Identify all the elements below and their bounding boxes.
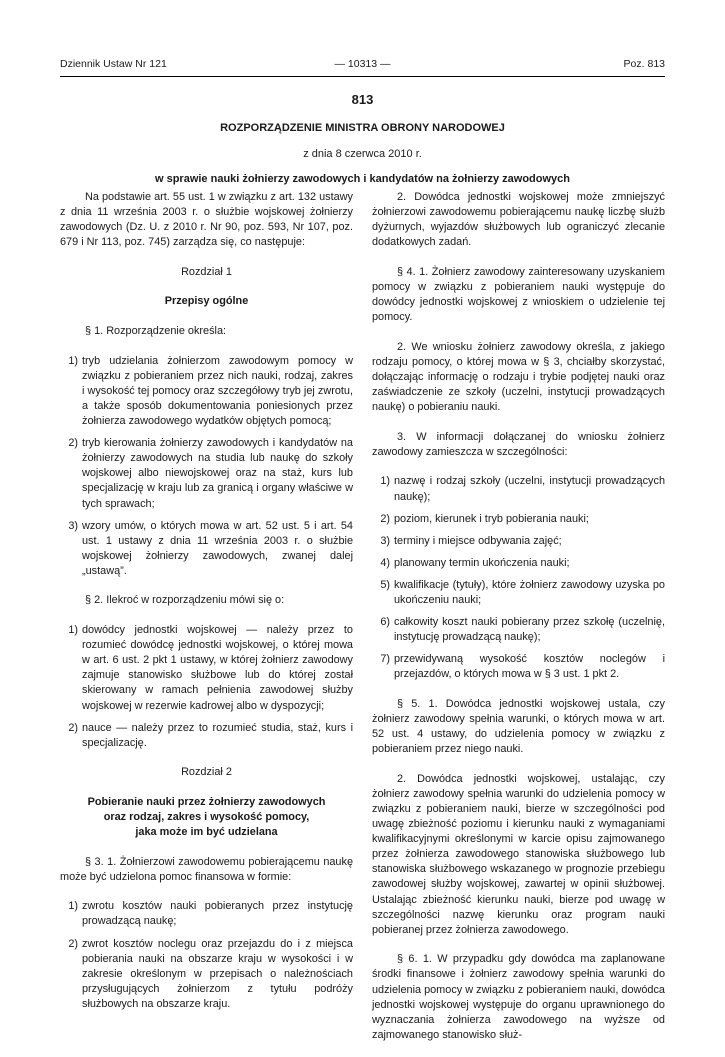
section-1-list <box>60 354 353 579</box>
chapter-1-title: Przepisy ogólne <box>164 295 249 308</box>
section-6-paragraph-1: § 6. 1. W przypadku gdy dowódca ma zaplanowane środki finansowe i żołnierz zawodowy spełnia warunki do udzielenia pomocy w związku z pobieraniem nauki, dowódca jednostki wojskowej występuje do organu uprawnionego do wyznaczania żołnierza zawodowego na wyższe od zajmowanego stanowisko służ- <box>372 953 665 1041</box>
section-2-list <box>60 623 353 751</box>
left-column <box>60 190 353 1019</box>
list-item: 5) kwalifikacje (tytuły), które żołnierz zawodowy uzyska po ukończeniu nauki; <box>380 578 665 606</box>
list-item: 7) przewidywaną wysokość kosztów noclegów i przejazdów, o których mowa w § 3 ust. 1 pkt 2. <box>380 653 665 681</box>
list-item: 6) całkowity koszt nauki pobierany przez szkołę (uczelnię, instytucję prowadzącą naukę); <box>380 616 665 644</box>
section-4-paragraph-2: 2. We wniosku żołnierz zawodowy określa, z jakiego rodzaju pomocy, o której mowa w § 3, chciałby skorzystać, dołączając informację o rodzaju i trybie podjętej nauki oraz zaświadczenie ze szkoły (uczelni, instytucji prowadzących naukę) o pobieraniu nauki. <box>372 340 665 414</box>
page-number: — 10313 — <box>334 58 391 70</box>
list-item: 2) nauce — należy przez to rozumieć studia, staż, kurs i specjalizację. <box>68 721 353 749</box>
section-2-intro: § 2. Ilekroć w rozporządzeniu mówi się o: <box>85 594 285 607</box>
preamble: Na podstawie art. 55 ust. 1 w związku z art. 132 ustawy z dnia 11 września 2003 r. o służbie wojskowej żołnierzy zawodowych (Dz. U. z 2010 r. Nr 90, poz. 593, Nr 107, poz. 679 i Nr 113, poz. 745) zarządza się, co następuje: <box>60 191 353 249</box>
section-1-intro: § 1. Rozporządzenie określa: <box>85 325 227 338</box>
section-4-list <box>372 474 665 682</box>
list-item: 2) zwrot kosztów noclegu oraz przejazdu do i z miejsca pobierania nauki na obszarze kraju w wysokości i w zakresie określonym w przepisach o należnościach przysługujących żołnierzom z tytułu podróży służbowych na obszarze kraju. <box>68 937 353 1010</box>
section-4-paragraph-1: § 4. 1. Żołnierz zawodowy zainteresowany uzyskaniem pomocy w związku z pobieraniem nauki występuje do dowódcy jednostki wojskowej z wnioskiem o udzielenie tej pomocy. <box>372 265 665 324</box>
list-item: 3) terminy i miejsce odbywania zajęć; <box>380 534 562 547</box>
list-item: 1) nazwę i rodzaj szkoły (uczelni, instytucji prowadzących naukę); <box>380 475 665 503</box>
section-5-paragraph-1: § 5. 1. Dowódca jednostki wojskowej ustala, czy żołnierz zawodowy spełnia warunki, o których mowa w art. 52 ust. 4 ustawy, do udzielenia pomocy w związku z pobieraniem przez niego nauki. <box>372 697 665 756</box>
list-item: 1) zwrotu kosztów nauki pobieranych przez instytucję prowadzącą naukę; <box>68 900 353 928</box>
list-item: 2) tryb kierowania żołnierzy zawodowych i kandydatów na żołnierzy zawodowych na studia lub naukę do szkoły wojskowej albo niewojskowej oraz na staż, kurs lub specjalizację w kraju lub za granicą i organy właściwe w tych sprawach; <box>68 437 353 510</box>
section-3-paragraph-2: 2. Dowódca jednostki wojskowej może zmniejszyć żołnierzowi zawodowemu pobierającemu naukę liczbę służb dyżurnych, wyjazdów służbowych lub ograniczyć zlecanie dodatkowych zadań. <box>372 191 665 249</box>
list-item: 3) wzory umów, o których mowa w art. 52 ust. 5 i art. 54 ust. 1 ustawy z dnia 11 września 2003 r. o służbie wojskowej żołnierzy zawodowych, zwanej dalej „ustawą”. <box>68 519 353 577</box>
list-item: 1) dowódcy jednostki wojskowej — należy przez to rozumieć dowódcę jednostki wojskowej, o której mowa w art. 6 ust. 2 pkt 1 ustawy, w której żołnierz zawodowy zajmuje stanowisko służbowe lub do której został skierowany w ramach pełnienia zawodowej służby wojskowej w rezerwie kadrowej albo w dyspozycji; <box>68 624 353 712</box>
section-3-list <box>60 899 353 1012</box>
act-number: 813 <box>351 92 374 107</box>
page-header <box>60 58 665 72</box>
header-rule <box>60 76 665 77</box>
position-number: Poz. 813 <box>623 58 665 70</box>
section-3-intro: § 3. 1. Żołnierzowi zawodowemu pobierającemu naukę może być udzielona pomoc finansowa w formie: <box>60 855 353 883</box>
act-title: ROZPORZĄDZENIE MINISTRA OBRONY NARODOWEJ <box>220 122 505 134</box>
right-column <box>372 190 665 1057</box>
list-item: 2) poziom, kierunek i tryb pobierania nauki; <box>380 512 589 525</box>
journal-title: Dziennik Ustaw Nr 121 <box>60 58 167 70</box>
chapter-2-title: Pobieranie nauki przez żołnierzy zawodowych oraz rodzaj, zakres i wysokość pomocy, jaka może im być udzielana <box>87 795 326 839</box>
section-4-paragraph-3: 3. W informacji dołączanej do wniosku żołnierz zawodowy zamieszcza w szczególności: <box>372 430 665 458</box>
act-date: z dnia 8 czerwca 2010 r. <box>303 148 422 160</box>
list-item: 4) planowany termin ukończenia nauki; <box>380 556 570 569</box>
list-item: 1) tryb udzielania żołnierzom zawodowym pomocy w związku z pobieraniem przez nich nauki, rodzaj, zakres i wysokość tej pomocy oraz szczegółowy tryb jej zwrotu, a także sposób dokumentowania poniesionych przez żołnierza zawodowego wydatków objętych pomocą; <box>68 354 353 428</box>
chapter-2-label: Rozdział 2 <box>181 766 232 779</box>
section-5-paragraph-2: 2. Dowódca jednostki wojskowej, ustalając, czy żołnierz zawodowy spełnia warunki do udzielenia pomocy w związku z pobieraniem nauki, bierze w szczególności pod uwagę zbieżność poziomu i kierunku nauki z wymaganiami kwalifikacyjnymi określonymi w karcie opisu zajmowanego przez żołnierza zawodowego stanowiska służbowego lub stanowiska służbowego wskazanego w prognozie przebiegu zawodowej służby wojskowej, zawartej w opinii służbowej. Ustalając zbieżność kierunku nauki, bierze pod uwagę w szczególności nazwę kierunku oraz program nauki pobieranej przez żołnierza zawodowego. <box>372 772 665 936</box>
act-subject: w sprawie nauki żołnierzy zawodowych i kandydatów na żołnierzy zawodowych <box>154 173 571 185</box>
chapter-1-label: Rozdział 1 <box>181 265 232 278</box>
act-heading <box>60 92 665 186</box>
